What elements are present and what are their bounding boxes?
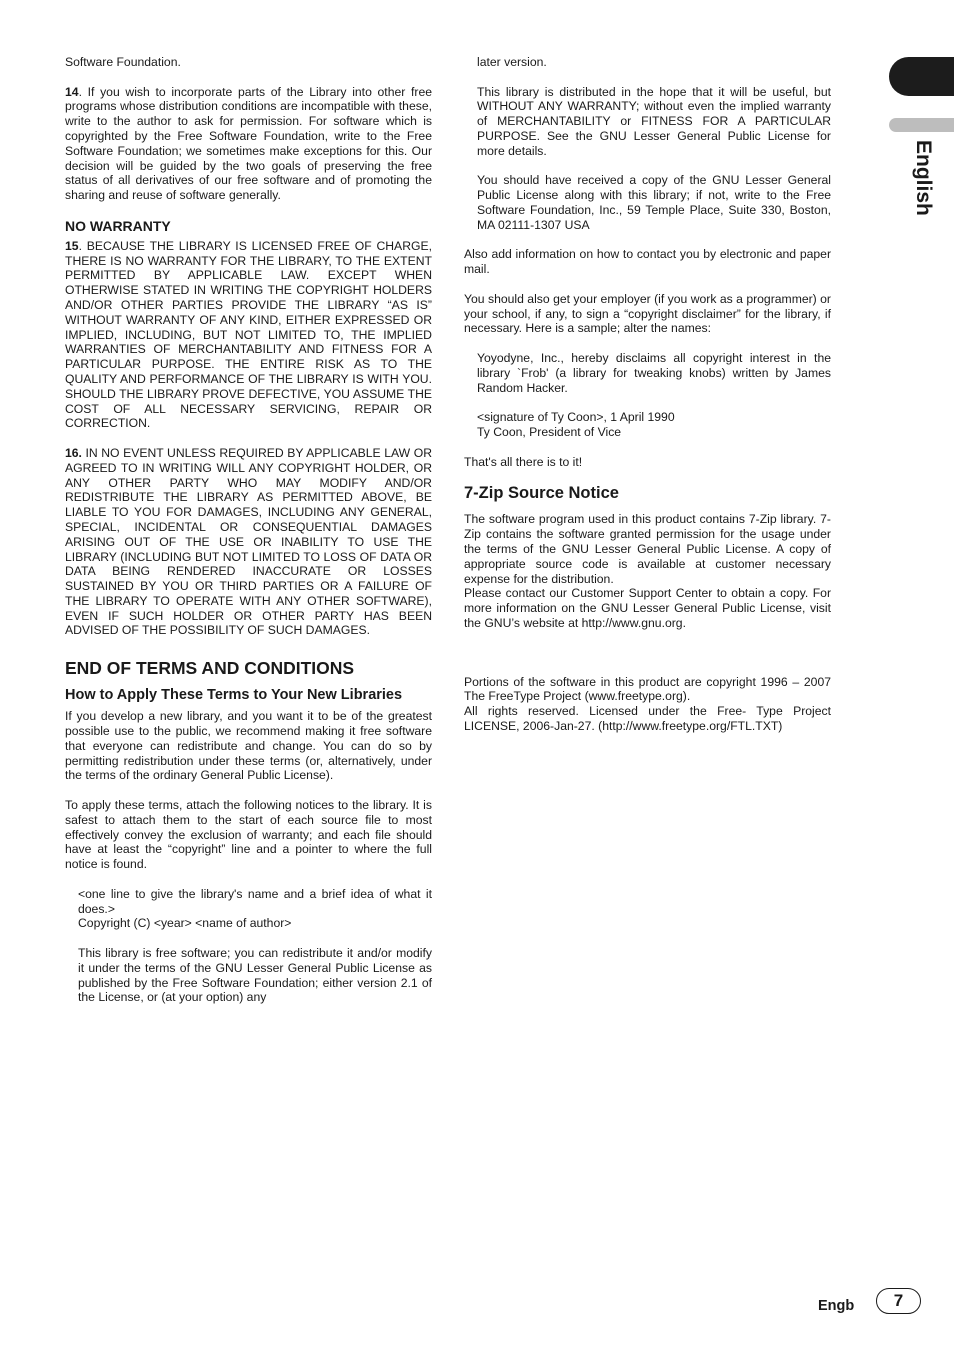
paragraph-free-software: This library is free software; you can redistribute it and/or modify it under the terms of the GNU Lesser General Public License as published by the Free Software Foundation; either version 2.1 of the License, or (at your option) any <box>78 946 432 1005</box>
clause-text: . If you wish to incorporate parts of the Library into other free programs whose distribution conditions are incompatible with these, write to the author to ask for permission. For software which is copyrighted by the Free Software Foundation, write to the Free Software Foundation; we sometimes make exceptions for this. Our decision will be guided by the two goals of preserving the free status of all derivatives of our free software and of promoting the sharing and reuse of software generally. <box>65 84 432 203</box>
left-column <box>65 55 432 1005</box>
paragraph-ty-coon: Ty Coon, President of Vice <box>477 424 622 439</box>
paragraph-later-version: later version. <box>477 55 547 69</box>
paragraph-software-foundation: Software Foundation. <box>65 55 181 69</box>
clause-text: . BECAUSE THE LIBRARY IS LICENSED FREE OF CHARGE, THERE IS NO WARRANTY FOR THE LIBRARY, TO THE EXTENT PERMITTED BY APPLICABLE LAW. EXCEPT WHEN OTHERWISE STATED IN WRITING THE COPYRIGHT HOLDERS AND/OR OTHER PARTIES PROVIDE THE LIBRARY “AS IS” WITHOUT WARRANTY OF ANY KIND, EITHER EXPRESSED OR IMPLIED, INCLUDING, BUT NOT LIMITED TO, THE IMPLIED WARRANTIES OF MERCHANTABILITY AND FITNESS FOR A PARTICULAR PURPOSE. THE ENTIRE RISK AS TO THE QUALITY AND PERFORMANCE OF THE LIBRARY IS WITH YOU. SHOULD THE LIBRARY PROVE DEFECTIVE, YOU ASSUME THE COST OF ALL NECESSARY SERVICING, REPAIR OR CORRECTION. <box>65 238 432 431</box>
paragraph-signature: <signature of Ty Coon>, 1 April 1990 <box>477 410 675 425</box>
clause-number: 14 <box>65 84 79 99</box>
paragraph-also-add: Also add information on how to contact you by electronic and paper mail. <box>464 247 831 277</box>
paragraph-contact: Please contact our Customer Support Center to obtain a copy. For more information on the GNU Lesser General Public License, visit the GNU’s website at http://www.gnu.org. <box>464 586 831 630</box>
language-code: Engb <box>818 1298 855 1314</box>
clause-number: 16. <box>65 445 82 460</box>
paragraph-apply: To apply these terms, attach the following notices to the library. It is safest to attach them to the start of each source file to most effectively convey the exclusion of warranty; and each file should have at least the “copyright” line and a pointer to where the full notice is found. <box>65 798 432 872</box>
paragraph-develop: If you develop a new library, and you want it to be of the greatest possible use to the public, we recommend making it free software that everyone can redistribute and change. You can do so by permitting redistribution under these terms (or, alternatively, under the terms of the ordinary General Public License). <box>65 709 432 783</box>
paragraph-14 <box>65 85 432 203</box>
page-number: 7 <box>876 1288 921 1314</box>
paragraph-employer: You should also get your employer (if you work as a programmer) or your school, if any, to sign a “copyright disclaimer” for the library, if necessary. Here is a sample; alter the names: <box>464 291 831 336</box>
paragraph-distributed: This library is distributed in the hope that it will be useful, but WITHOUT ANY WARRANTY; without even the implied warranty of MERCHANTABILITY or FITNESS FOR A PARTICULAR PURPOSE. See the GNU Lesser General Public License for more details. <box>477 84 831 158</box>
paragraph-one-line: <one line to give the library's name and a brief idea of what it does.> <box>78 886 432 916</box>
heading-7zip-notice: 7-Zip Source Notice <box>464 484 619 503</box>
paragraph-received: You should have received a copy of the GNU Lesser General Public License along with this library; if not, write to the Free Software Foundation, Inc., 59 Temple Place, Suite 330, Boston, MA 02111-1307 USA <box>477 173 831 232</box>
clause-text: IN NO EVENT UNLESS REQUIRED BY APPLICABLE LAW OR AGREED TO IN WRITING WILL ANY COPYRIGHT HOLDER, OR ANY OTHER PARTY WHO MAY MODIFY AND/OR REDISTRIBUTE THE LIBRARY AS PERMITTED ABOVE, BE LIABLE TO YOU FOR DAMAGES, INCLUDING ANY GENERAL, SPECIAL, INCIDENTAL OR CONSEQUENTIAL DAMAGES ARISING OUT OF THE USE OR INABILITY TO USE THE LIBRARY (INCLUDING BUT NOT LIMITED TO LOSS OF DATA OR DATA BEING RENDERED INACCURATE OR LOSSES SUSTAINED BY YOU OR THIRD PARTIES OR A FAILURE OF THE LIBRARY TO OPERATE WITH ANY OTHER SOFTWARE), EVEN IF SUCH HOLDER OR OTHER PARTY HAS BEEN ADVISED OF THE POSSIBILITY OF SUCH DAMAGES. <box>65 445 432 638</box>
heading-no-warranty: NO WARRANTY <box>65 217 171 234</box>
section-tab-light <box>889 118 954 132</box>
paragraph-7zip: The software program used in this product contains 7-Zip library. 7-Zip contains the software granted permission for the usage under the terms of the GNU Lesser General Public License. A copy of appropriate source code is available at customer necessary expense for the distribution. <box>464 512 831 586</box>
section-tab-dark <box>889 57 954 96</box>
paragraph-copyright: Copyright (C) <year> <name of author> <box>78 916 292 931</box>
heading-how-to-apply: How to Apply These Terms to Your New Libraries <box>65 687 403 704</box>
paragraph-15 <box>65 239 432 431</box>
paragraph-yoyodyne: Yoyodyne, Inc., hereby disclaims all copyright interest in the library `Frob' (a library for tweaking knobs) written by James Random Hacker. <box>477 350 831 395</box>
paragraph-freetype-rights: All rights reserved. Licensed under the Free- Type Project LICENSE, 2006-Jan-27. (http://www.freetype.org/FTL.TXT) <box>464 704 831 734</box>
paragraph-16 <box>65 446 432 638</box>
heading-end-of-terms: END OF TERMS AND CONDITIONS <box>65 658 355 679</box>
clause-number: 15 <box>65 238 79 253</box>
language-label: English <box>912 140 935 216</box>
paragraph-thats-all: That's all there is to it! <box>464 454 583 469</box>
paragraph-freetype-copyright: Portions of the software in this product are copyright 1996 – 2007 The FreeType Project (www.freetype.org). <box>464 674 831 704</box>
right-column <box>464 55 831 734</box>
